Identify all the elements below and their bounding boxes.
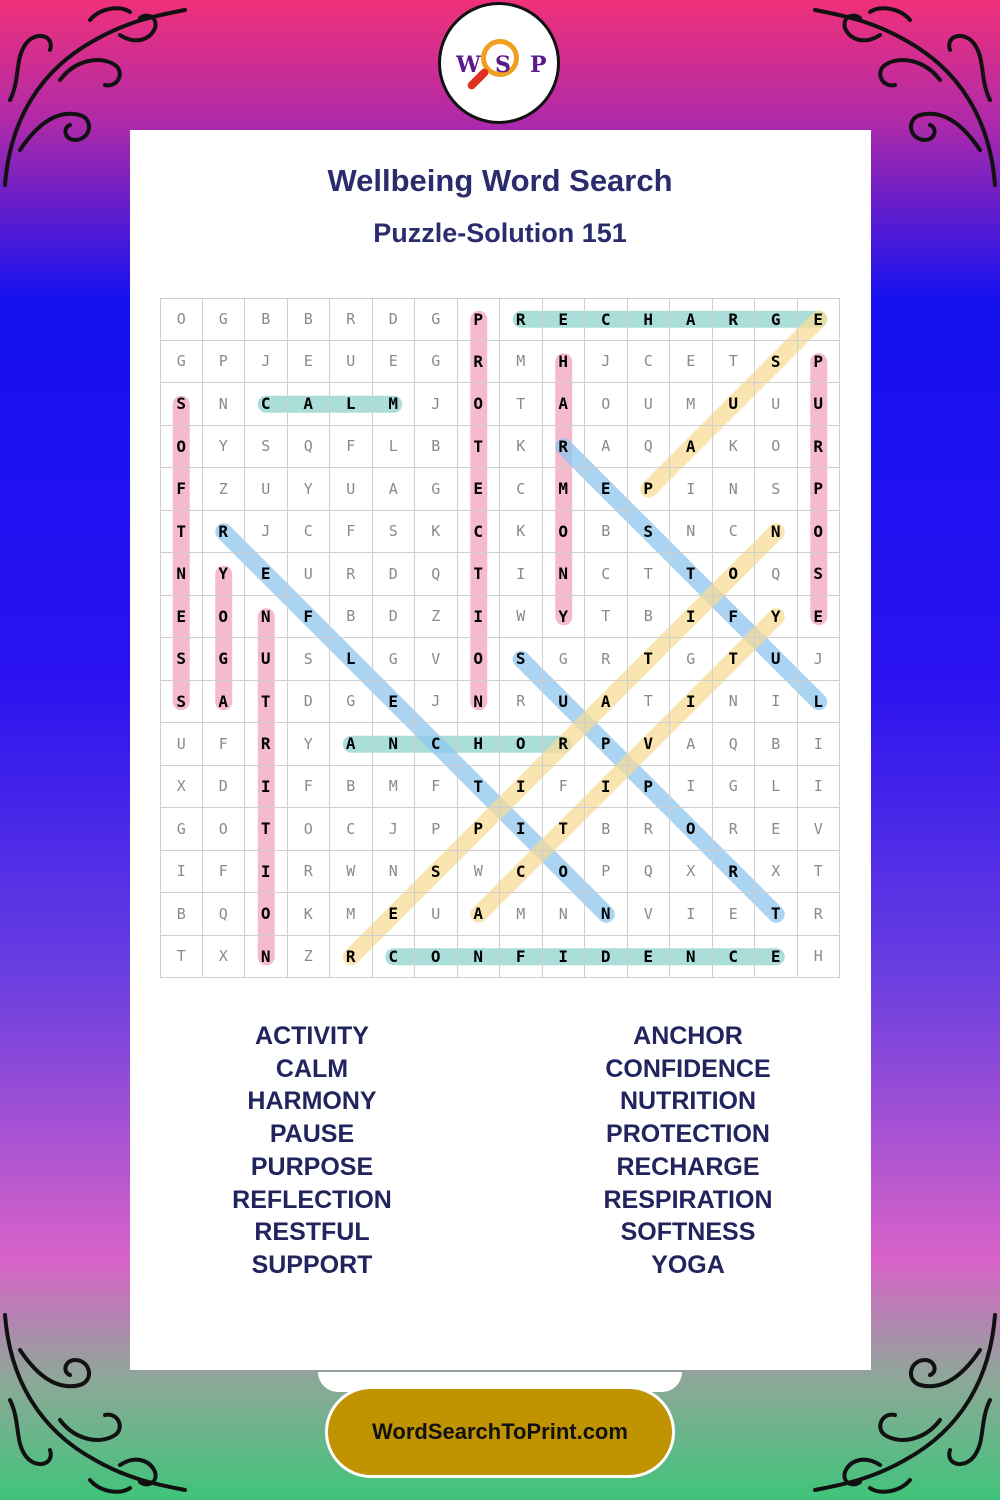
- grid-cell: L: [755, 766, 798, 809]
- grid-cell: B: [628, 596, 671, 639]
- grid-cell: B: [415, 426, 458, 469]
- grid-cell: A: [670, 723, 713, 766]
- grid-cell: E: [585, 468, 628, 511]
- grid-cell: A: [543, 383, 586, 426]
- grid-cell: I: [755, 681, 798, 724]
- grid-cell: U: [245, 468, 288, 511]
- grid-cell: R: [330, 936, 373, 979]
- grid-cell: T: [755, 893, 798, 936]
- grid-cell: Z: [203, 468, 246, 511]
- grid-cell: N: [713, 468, 756, 511]
- grid-cell: T: [628, 638, 671, 681]
- grid-cell: U: [245, 638, 288, 681]
- grid-cell: C: [373, 936, 416, 979]
- grid-cell: G: [543, 638, 586, 681]
- grid-cell: E: [373, 341, 416, 384]
- grid-cell: I: [160, 851, 203, 894]
- grid-cell: F: [160, 468, 203, 511]
- grid-cell: G: [755, 298, 798, 341]
- site-link-button[interactable]: WordSearchToPrint.com: [325, 1386, 675, 1478]
- grid-cell: O: [203, 808, 246, 851]
- grid-cell: O: [160, 426, 203, 469]
- grid-cell: X: [160, 766, 203, 809]
- grid-cell: N: [373, 723, 416, 766]
- grid-cell: R: [458, 341, 501, 384]
- grid-cell: E: [713, 893, 756, 936]
- grid-cell: S: [755, 468, 798, 511]
- grid-cell: R: [330, 298, 373, 341]
- grid-cell: Z: [415, 596, 458, 639]
- word-list-item: NUTRITION: [619, 1087, 757, 1116]
- grid-cell: P: [628, 468, 671, 511]
- grid-cell: C: [500, 468, 543, 511]
- grid-cell: F: [713, 596, 756, 639]
- grid-cell: V: [415, 638, 458, 681]
- grid-cell: Q: [628, 426, 671, 469]
- grid-cell: J: [415, 383, 458, 426]
- grid-cell: Z: [288, 936, 331, 979]
- grid-cell: K: [288, 893, 331, 936]
- grid-cell: G: [203, 638, 246, 681]
- grid-cell: U: [755, 638, 798, 681]
- grid-cell: G: [415, 468, 458, 511]
- word-list-item: RECHARGE: [616, 1152, 760, 1181]
- grid-cell: G: [160, 341, 203, 384]
- grid-cell: U: [798, 383, 841, 426]
- grid-cell: E: [670, 341, 713, 384]
- grid-cell: E: [373, 681, 416, 724]
- grid-cell: A: [330, 723, 373, 766]
- grid-cell: Y: [203, 426, 246, 469]
- grid-cell: T: [585, 596, 628, 639]
- grid-cell: R: [500, 681, 543, 724]
- grid-cell: R: [713, 851, 756, 894]
- grid-cell: Q: [755, 553, 798, 596]
- page-subtitle: Puzzle-Solution 151: [373, 218, 627, 248]
- grid-cell: J: [373, 808, 416, 851]
- grid-cell: R: [713, 298, 756, 341]
- grid-cell: J: [798, 638, 841, 681]
- grid-cell: H: [543, 341, 586, 384]
- grid-cell: D: [585, 936, 628, 979]
- grid-cell: E: [755, 808, 798, 851]
- grid-cell: P: [585, 851, 628, 894]
- grid-cell: M: [373, 766, 416, 809]
- word-grid: [160, 298, 840, 978]
- grid-cell: U: [160, 723, 203, 766]
- grid-cell: F: [330, 426, 373, 469]
- grid-cell: F: [415, 766, 458, 809]
- page-title: Wellbeing Word Search: [327, 163, 673, 198]
- grid-cell: X: [755, 851, 798, 894]
- grid-cell: Y: [203, 553, 246, 596]
- grid-cell: E: [160, 596, 203, 639]
- grid-cell: U: [288, 553, 331, 596]
- grid-cell: W: [330, 851, 373, 894]
- grid-cell: S: [160, 383, 203, 426]
- grid-cell: S: [500, 638, 543, 681]
- grid-cell: G: [330, 681, 373, 724]
- grid-cell: R: [245, 723, 288, 766]
- grid-cell: G: [203, 298, 246, 341]
- grid-cell: N: [245, 936, 288, 979]
- grid-cell: L: [330, 638, 373, 681]
- grid-cell: G: [415, 298, 458, 341]
- grid-cell: O: [713, 553, 756, 596]
- grid-cell: I: [585, 766, 628, 809]
- grid-cell: P: [415, 808, 458, 851]
- logo-letter: P: [530, 52, 547, 78]
- grid-cell: O: [543, 851, 586, 894]
- word-list-item: CONFIDENCE: [605, 1054, 771, 1083]
- grid-cell: E: [755, 936, 798, 979]
- grid-cell: J: [585, 341, 628, 384]
- grid-cell: T: [245, 808, 288, 851]
- grid-cell: F: [500, 936, 543, 979]
- grid-cell: Y: [755, 596, 798, 639]
- grid-cell: T: [670, 553, 713, 596]
- grid-cell: I: [798, 723, 841, 766]
- grid-cell: Q: [628, 851, 671, 894]
- grid-cell: O: [415, 936, 458, 979]
- grid-cell: F: [543, 766, 586, 809]
- grid-cell: I: [500, 553, 543, 596]
- grid-cell: T: [628, 681, 671, 724]
- logo-letter: W: [456, 52, 481, 78]
- grid-cell: T: [458, 426, 501, 469]
- grid-cell: J: [245, 341, 288, 384]
- grid-cell: N: [543, 553, 586, 596]
- grid-cell: C: [330, 808, 373, 851]
- grid-cell: B: [160, 893, 203, 936]
- grid-cell: C: [713, 511, 756, 554]
- grid-cell: D: [288, 681, 331, 724]
- grid-cell: Q: [203, 893, 246, 936]
- grid-cell: U: [713, 383, 756, 426]
- grid-cell: A: [670, 298, 713, 341]
- grid-cell: E: [543, 298, 586, 341]
- grid-cell: O: [458, 383, 501, 426]
- grid-cell: R: [543, 426, 586, 469]
- grid-cell: P: [458, 808, 501, 851]
- grid-cell: O: [288, 808, 331, 851]
- grid-cell: B: [585, 511, 628, 554]
- grid-cell: C: [288, 511, 331, 554]
- grid-cell: J: [245, 511, 288, 554]
- grid-cell: G: [713, 766, 756, 809]
- wsp-logo: [438, 2, 560, 124]
- grid-cell: V: [628, 893, 671, 936]
- grid-cell: C: [713, 936, 756, 979]
- grid-cell: N: [670, 511, 713, 554]
- grid-cell: P: [585, 723, 628, 766]
- grid-cell: R: [330, 553, 373, 596]
- grid-cell: J: [415, 681, 458, 724]
- grid-cell: A: [585, 426, 628, 469]
- grid-cell: O: [245, 893, 288, 936]
- grid-cell: T: [500, 383, 543, 426]
- grid-cell: A: [670, 426, 713, 469]
- grid-cell: D: [203, 766, 246, 809]
- grid-cell: U: [415, 893, 458, 936]
- grid-cell: K: [500, 511, 543, 554]
- grid-cell: A: [458, 893, 501, 936]
- grid-cell: S: [245, 426, 288, 469]
- grid-cell: S: [415, 851, 458, 894]
- grid-cell: D: [373, 298, 416, 341]
- grid-cell: F: [203, 851, 246, 894]
- grid-cell: S: [160, 638, 203, 681]
- grid-cell: B: [330, 596, 373, 639]
- grid-cell: G: [415, 341, 458, 384]
- grid-cell: U: [543, 681, 586, 724]
- grid-cell: C: [245, 383, 288, 426]
- grid-cell: N: [245, 596, 288, 639]
- grid-cell: O: [160, 298, 203, 341]
- grid-cell: U: [628, 383, 671, 426]
- word-list-item: PAUSE: [269, 1120, 355, 1149]
- grid-cell: Y: [288, 468, 331, 511]
- grid-cell: G: [373, 638, 416, 681]
- grid-cell: R: [500, 298, 543, 341]
- grid-cell: I: [245, 766, 288, 809]
- grid-cell: F: [288, 596, 331, 639]
- grid-cell: T: [160, 511, 203, 554]
- grid-cell: S: [373, 511, 416, 554]
- grid-cell: X: [203, 936, 246, 979]
- logo-letter: S: [495, 52, 511, 78]
- grid-cell: R: [543, 723, 586, 766]
- grid-cell: Q: [713, 723, 756, 766]
- grid-cell: M: [500, 341, 543, 384]
- word-list-item: PURPOSE: [250, 1152, 374, 1181]
- grid-cell: R: [288, 851, 331, 894]
- grid-cell: R: [798, 426, 841, 469]
- grid-cell: F: [288, 766, 331, 809]
- grid-cell: N: [755, 511, 798, 554]
- grid-cell: I: [670, 893, 713, 936]
- word-list-item: ACTIVITY: [255, 1022, 369, 1050]
- grid-cell: Q: [288, 426, 331, 469]
- grid-cell: S: [755, 341, 798, 384]
- grid-cell: T: [245, 681, 288, 724]
- grid-cell: O: [585, 383, 628, 426]
- grid-cell: O: [670, 808, 713, 851]
- grid-cell: B: [755, 723, 798, 766]
- grid-cell: E: [373, 893, 416, 936]
- grid-cell: I: [670, 468, 713, 511]
- word-list-right: [538, 1020, 838, 1282]
- grid-cell: W: [458, 851, 501, 894]
- grid-cell: H: [458, 723, 501, 766]
- word-list-item: SOFTNESS: [620, 1218, 756, 1247]
- grid-cell: U: [330, 341, 373, 384]
- grid-cell: I: [500, 808, 543, 851]
- grid-cell: I: [670, 681, 713, 724]
- grid-cell: C: [500, 851, 543, 894]
- grid-cell: O: [543, 511, 586, 554]
- grid-cell: E: [798, 298, 841, 341]
- grid-cell: R: [203, 511, 246, 554]
- grid-cell: O: [798, 511, 841, 554]
- word-list-item: CALM: [275, 1054, 349, 1083]
- grid-cell: D: [373, 596, 416, 639]
- grid-cell: T: [798, 851, 841, 894]
- grid-cell: S: [628, 511, 671, 554]
- grid-cell: O: [500, 723, 543, 766]
- grid-cell: Q: [415, 553, 458, 596]
- grid-cell: S: [160, 681, 203, 724]
- word-list-item: RESPIRATION: [603, 1185, 773, 1214]
- grid-cell: N: [670, 936, 713, 979]
- grid-cell: B: [585, 808, 628, 851]
- grid-cell: A: [288, 383, 331, 426]
- grid-cell: M: [670, 383, 713, 426]
- grid-cell: C: [415, 723, 458, 766]
- grid-cell: L: [330, 383, 373, 426]
- grid-cell: T: [160, 936, 203, 979]
- grid-cell: N: [585, 893, 628, 936]
- grid-cell: N: [458, 681, 501, 724]
- grid-cell: R: [628, 808, 671, 851]
- word-list-item: REFLECTION: [232, 1185, 392, 1214]
- grid-cell: H: [798, 936, 841, 979]
- grid-cell: S: [288, 638, 331, 681]
- grid-cell: L: [373, 426, 416, 469]
- grid-cell: R: [585, 638, 628, 681]
- word-list-item: SUPPORT: [251, 1250, 373, 1279]
- grid-cell: E: [798, 596, 841, 639]
- grid-cell: O: [755, 426, 798, 469]
- grid-cell: L: [798, 681, 841, 724]
- grid-cell: P: [458, 298, 501, 341]
- grid-cell: P: [798, 468, 841, 511]
- grid-cell: B: [245, 298, 288, 341]
- grid-cell: N: [543, 893, 586, 936]
- grid-cell: P: [628, 766, 671, 809]
- grid-cell: A: [203, 681, 246, 724]
- grid-cell: K: [415, 511, 458, 554]
- grid-cell: E: [245, 553, 288, 596]
- grid-cell: Y: [543, 596, 586, 639]
- grid-cell: H: [628, 298, 671, 341]
- grid-cell: I: [670, 766, 713, 809]
- grid-cell: M: [543, 468, 586, 511]
- grid-cell: D: [373, 553, 416, 596]
- grid-cell: I: [245, 851, 288, 894]
- grid-cell: A: [373, 468, 416, 511]
- grid-cell: T: [713, 341, 756, 384]
- grid-cell: B: [330, 766, 373, 809]
- grid-cell: U: [755, 383, 798, 426]
- word-list-left: [162, 1020, 462, 1282]
- grid-cell: W: [500, 596, 543, 639]
- grid-cell: A: [585, 681, 628, 724]
- grid-cell: P: [203, 341, 246, 384]
- grid-cell: N: [458, 936, 501, 979]
- grid-cell: T: [713, 638, 756, 681]
- grid-cell: C: [585, 298, 628, 341]
- word-list-item: ANCHOR: [633, 1022, 743, 1050]
- grid-cell: Y: [288, 723, 331, 766]
- word-list-item: PROTECTION: [606, 1120, 770, 1149]
- grid-cell: I: [798, 766, 841, 809]
- grid-cell: C: [458, 511, 501, 554]
- grid-cell: I: [500, 766, 543, 809]
- grid-cell: U: [330, 468, 373, 511]
- grid-cell: N: [160, 553, 203, 596]
- grid-cell: T: [458, 553, 501, 596]
- grid-cell: N: [373, 851, 416, 894]
- grid-cell: K: [713, 426, 756, 469]
- grid-cell: F: [330, 511, 373, 554]
- grid-cell: X: [670, 851, 713, 894]
- grid-cell: V: [798, 808, 841, 851]
- grid-cell: T: [458, 766, 501, 809]
- word-list-item: HARMONY: [247, 1087, 377, 1116]
- word-list-item: YOGA: [651, 1250, 725, 1279]
- grid-cell: M: [373, 383, 416, 426]
- grid-cell: T: [543, 808, 586, 851]
- grid-cell: E: [628, 936, 671, 979]
- grid-cell: M: [330, 893, 373, 936]
- grid-cell: E: [288, 341, 331, 384]
- grid-cell: C: [628, 341, 671, 384]
- word-list-item: RESTFUL: [254, 1218, 370, 1247]
- grid-cell: F: [203, 723, 246, 766]
- grid-cell: E: [458, 468, 501, 511]
- grid-cell: G: [670, 638, 713, 681]
- grid-cell: I: [543, 936, 586, 979]
- grid-cell: P: [798, 341, 841, 384]
- letter-grid: [160, 298, 840, 978]
- grid-cell: N: [713, 681, 756, 724]
- grid-cell: C: [585, 553, 628, 596]
- grid-cell: S: [798, 553, 841, 596]
- grid-cell: G: [160, 808, 203, 851]
- grid-cell: O: [203, 596, 246, 639]
- grid-cell: B: [288, 298, 331, 341]
- grid-cell: M: [500, 893, 543, 936]
- grid-cell: R: [713, 808, 756, 851]
- grid-cell: T: [628, 553, 671, 596]
- grid-cell: O: [458, 638, 501, 681]
- grid-cell: R: [798, 893, 841, 936]
- grid-cell: V: [628, 723, 671, 766]
- grid-cell: I: [458, 596, 501, 639]
- grid-cell: N: [203, 383, 246, 426]
- grid-cell: K: [500, 426, 543, 469]
- grid-cell: I: [670, 596, 713, 639]
